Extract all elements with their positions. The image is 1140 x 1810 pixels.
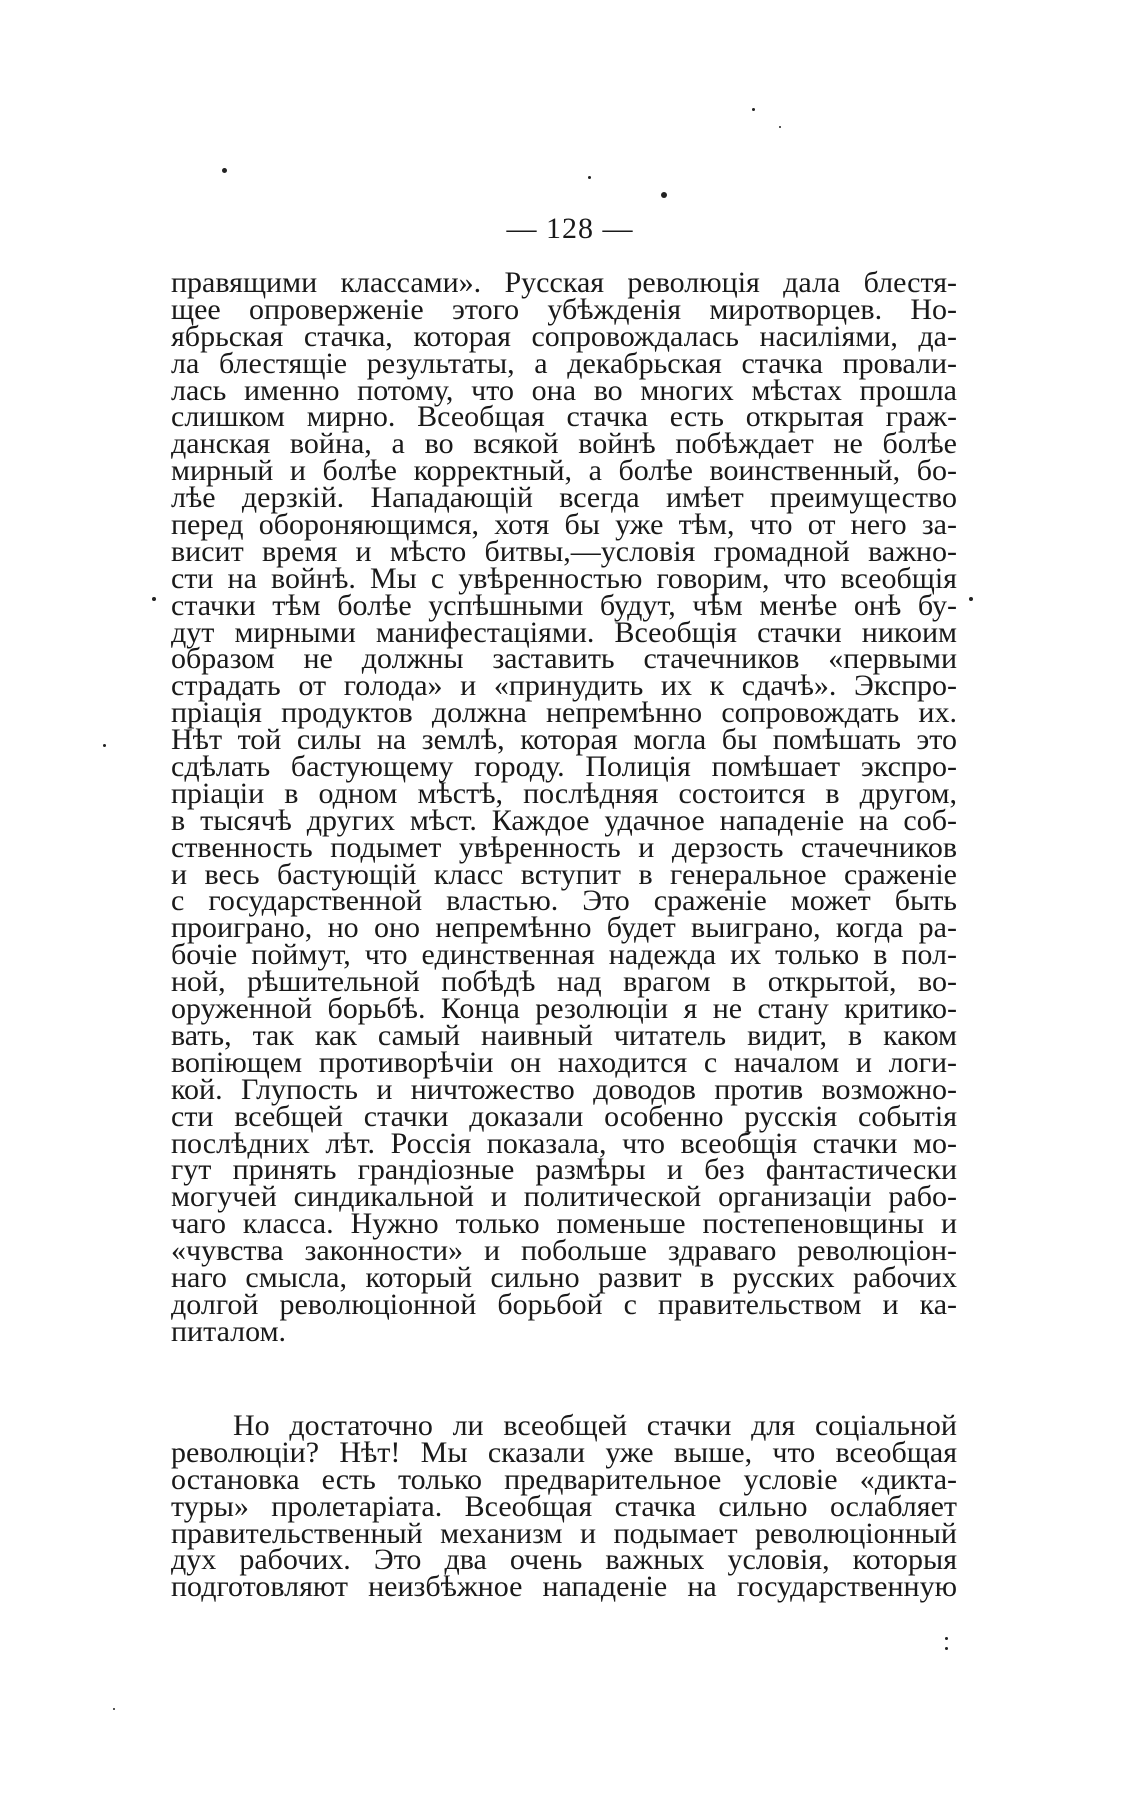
- scan-speck: [945, 1637, 948, 1640]
- text-line: вать, так как самый наивный читатель видит, в каком: [171, 1018, 957, 1052]
- text-line: сти на войнѣ. Мы с увѣренностью говорим, что всеобщія: [171, 561, 957, 595]
- text-line: оруженной борьбѣ. Конца резолюціи я не стану критико-: [171, 992, 957, 1026]
- text-line: Нѣт той силы на землѣ, которая могла бы помѣшать это: [171, 723, 957, 757]
- text-line: подготовляют неизбѣжное нападеніе на государственную: [171, 1570, 957, 1604]
- text-line: щее опроверженіе этого убѣжденія миротворцев. Но-: [171, 292, 957, 326]
- text-line: послѣдних лѣт. Россія показала, что всеобщія стачки мо-: [171, 1126, 957, 1160]
- text-line: в тысячѣ других мѣст. Каждое удачное нападеніе на соб-: [171, 803, 957, 837]
- scan-speck: [588, 176, 591, 179]
- text-line: дух рабочих. Это два очень важных условія, которыя: [171, 1543, 957, 1577]
- text-line: чаго класса. Нужно только поменьше постепеновщины и: [171, 1207, 957, 1241]
- scan-speck: [152, 597, 156, 601]
- scan-speck: [661, 192, 667, 198]
- paragraph-2: [171, 1409, 957, 1604]
- text-line: наго смысла, который сильно развит в русских рабочих: [171, 1260, 957, 1294]
- text-line: могучей синдикальной и политической организаціи рабо-: [171, 1180, 957, 1214]
- paragraph-1: [171, 266, 957, 1348]
- text-line: висит время и мѣсто битвы,—условія громадной важно-: [171, 534, 957, 568]
- text-line: и весь бастующій класс вступит в генеральное сраженіе: [171, 857, 957, 891]
- scan-speck: [969, 597, 973, 601]
- scan-speck: [945, 1647, 948, 1650]
- scan-speck: [779, 126, 781, 128]
- text-line: революціи? Нѣт! Мы сказали уже выше, что всеобщая: [171, 1435, 957, 1469]
- text-line: страдать от голода» и «принудить их к сдачѣ». Экспро-: [171, 669, 957, 703]
- text-line: вопіющем противорѣчіи он находится с началом и логи-: [171, 1045, 957, 1079]
- scan-speck: [103, 744, 106, 747]
- scan-speck: [113, 1708, 115, 1710]
- text-line: кой. Глупость и ничтожество доводов против возможно-: [171, 1072, 957, 1106]
- text-line: ла блестящіе результаты, а декабрьская стачка провали-: [171, 346, 957, 380]
- text-line: слишком мирно. Всеобщая стачка есть открытая граж-: [171, 400, 957, 434]
- text-line: перед обороняющимся, хотя бы уже тѣм, что от него за-: [171, 508, 957, 542]
- text-line: образом не должны заставить стачечников «первыми: [171, 642, 957, 676]
- text-line: туры» пролетаріата. Всеобщая стачка сильно ослабляет: [171, 1489, 957, 1523]
- text-line: пріація продуктов должна непремѣнно сопровождать их.: [171, 696, 957, 730]
- text-line: бочіе поймут, что единственная надежда их только в пол-: [171, 938, 957, 972]
- text-line: с государственной властью. Это сраженіе может быть: [171, 884, 957, 918]
- text-line: стачки тѣм болѣе успѣшными будут, чѣм менѣе онѣ бу-: [171, 588, 957, 622]
- text-line: дут мирными манифестаціями. Всеобщія стачки никоим: [171, 615, 957, 649]
- text-line: мирный и болѣе корректный, а болѣе воинственный, бо-: [171, 454, 957, 488]
- text-line: Но достаточно ли всеобщей стачки для соціальной: [233, 1409, 957, 1442]
- text-line: ябрьская стачка, которая сопровождалась насиліями, да-: [171, 319, 957, 353]
- text-line: питалом.: [171, 1314, 287, 1348]
- text-line: остановка есть только предварительное условіе «дикта-: [171, 1462, 957, 1496]
- text-line: сти всебщей стачки доказали особенно русскія событія: [171, 1099, 957, 1133]
- text-line: гут принять грандіозные размѣры и без фантастически: [171, 1153, 957, 1187]
- text-line: лѣе дерзкій. Нападающій всегда имѣет преимущество: [171, 481, 957, 515]
- scan-speck: [752, 108, 755, 111]
- text-line: проиграно, но оно непремѣнно будет выиграно, когда ра-: [171, 911, 957, 945]
- page-number: — 128 —: [506, 212, 634, 245]
- text-line: правительственный механизм и подымает революціонный: [171, 1516, 957, 1550]
- scan-speck: [222, 168, 227, 173]
- text-line: ственность подымет увѣренность и дерзость стачечников: [171, 830, 957, 864]
- text-line: лась именно потому, что она во многих мѣстах прошла: [171, 373, 957, 407]
- text-line: ной, рѣшительной побѣдѣ над врагом в открытой, во-: [171, 965, 957, 999]
- text-line: долгой революціонной борьбой с правительством и ка-: [171, 1287, 957, 1321]
- text-line: пріаціи в одном мѣстѣ, послѣдняя состоится в другом,: [171, 776, 957, 810]
- text-line: «чувства законности» и побольше здраваго революціон-: [171, 1234, 957, 1268]
- text-line: данская война, а во всякой войнѣ побѣждает не болѣе: [171, 427, 957, 461]
- text-line: сдѣлать бастующему городу. Полиція помѣшает экспро-: [171, 750, 957, 784]
- text-line: правящими классами». Русская революція дала блестя-: [171, 266, 957, 299]
